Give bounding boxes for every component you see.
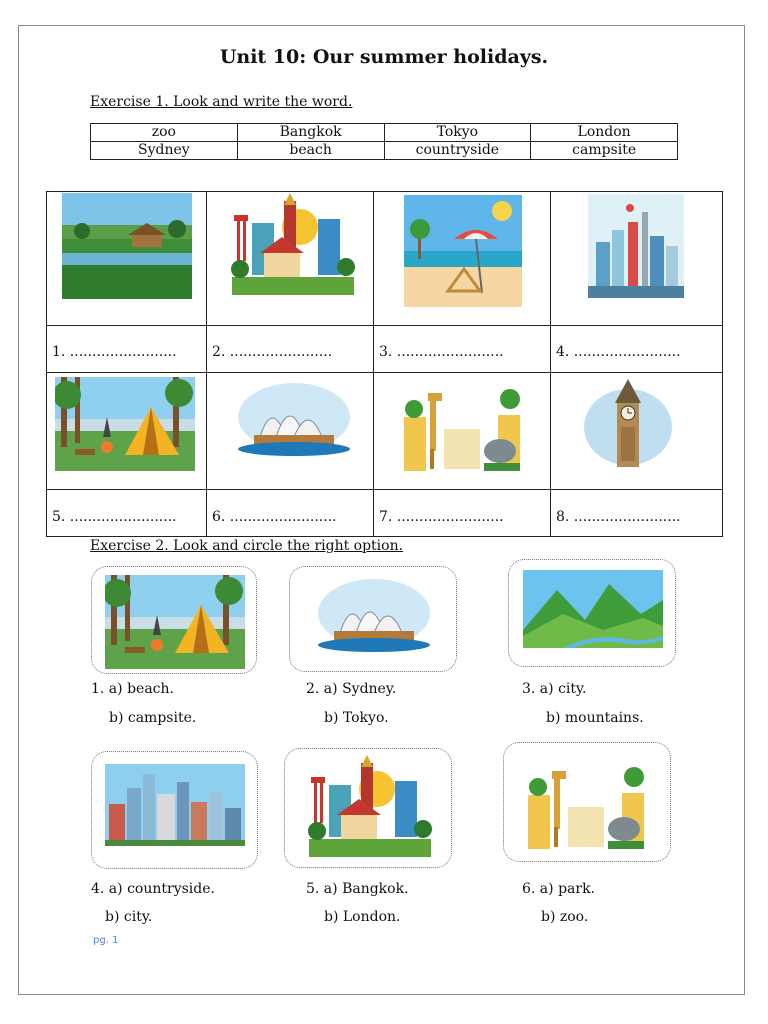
question-1-picture-card [91, 566, 257, 674]
question-5-option-b[interactable]: b) London. [324, 909, 401, 925]
beach-picture [404, 195, 522, 307]
word-bank-cell: Sydney [91, 142, 238, 160]
exercise-1-heading: Exercise 1. Look and write the word. [90, 94, 353, 110]
grid-line [46, 489, 723, 490]
exercise-1-grid [46, 191, 723, 537]
question-3-option-a[interactable]: 3. a) city. [522, 681, 587, 697]
question-2-option-b[interactable]: b) Tokyo. [324, 710, 389, 726]
question-4-option-b[interactable]: b) city. [105, 909, 153, 925]
word-bank-cell: countryside [384, 142, 531, 160]
answer-blank-7[interactable]: 7. ........................ [379, 509, 504, 525]
sydney-opera-house-picture [232, 377, 356, 473]
campsite-picture [55, 377, 195, 471]
grid-line [550, 191, 551, 537]
word-bank-cell: Bangkok [237, 124, 384, 142]
question-3-picture-card [508, 559, 676, 667]
question-6-option-a[interactable]: 6. a) park. [522, 881, 596, 897]
answer-blank-3[interactable]: 3. ........................ [379, 344, 504, 360]
bangkok-picture [222, 193, 362, 303]
question-6-option-b[interactable]: b) zoo. [541, 909, 589, 925]
sydney-opera-house-picture [312, 573, 436, 669]
grid-line [46, 191, 47, 537]
london-big-ben-picture [579, 377, 677, 473]
grid-line [46, 372, 723, 373]
city-picture [105, 764, 245, 846]
bangkok-picture [299, 755, 439, 865]
question-4-picture-card [91, 751, 258, 869]
word-bank-cell: zoo [91, 124, 238, 142]
page-title: Unit 10: Our summer holidays. [219, 46, 549, 68]
answer-blank-1[interactable]: 1. ........................ [52, 344, 177, 360]
question-3-option-b[interactable]: b) mountains. [546, 710, 644, 726]
word-bank-cell: beach [237, 142, 384, 160]
word-bank-cell: Tokyo [384, 124, 531, 142]
question-5-option-a[interactable]: 5. a) Bangkok. [306, 881, 409, 897]
grid-line [46, 191, 723, 192]
grid-line [722, 191, 723, 537]
answer-blank-8[interactable]: 8. ........................ [556, 509, 681, 525]
campsite-picture [105, 575, 245, 669]
answer-blank-6[interactable]: 6. ........................ [212, 509, 337, 525]
answer-blank-4[interactable]: 4. ........................ [556, 344, 681, 360]
word-bank-cell: campsite [531, 142, 678, 160]
question-6-picture-card [503, 742, 671, 862]
exercise-2-heading: Exercise 2. Look and circle the right option. [90, 538, 404, 554]
grid-line [46, 536, 723, 537]
question-4-option-a[interactable]: 4. a) countryside. [91, 881, 215, 897]
answer-blank-5[interactable]: 5. ........................ [52, 509, 177, 525]
question-2-picture-card [289, 566, 457, 672]
word-bank-row [91, 124, 678, 142]
tokyo-picture [588, 194, 684, 298]
grid-line [373, 191, 374, 537]
word-bank-cell: London [531, 124, 678, 142]
countryside-picture [62, 193, 192, 299]
word-bank-table [90, 123, 678, 160]
question-5-picture-card [284, 748, 452, 868]
zoo-picture [400, 379, 524, 475]
word-bank-row [91, 142, 678, 160]
zoo-picture [524, 757, 648, 853]
question-2-option-a[interactable]: 2. a) Sydney. [306, 681, 397, 697]
grid-line [206, 191, 207, 537]
mountains-picture [523, 570, 663, 648]
answer-blank-2[interactable]: 2. ....................... [212, 344, 333, 360]
page-number: pg. 1 [93, 935, 119, 946]
grid-line [46, 325, 723, 326]
question-1-option-b[interactable]: b) campsite. [109, 710, 197, 726]
question-1-option-a[interactable]: 1. a) beach. [91, 681, 174, 697]
